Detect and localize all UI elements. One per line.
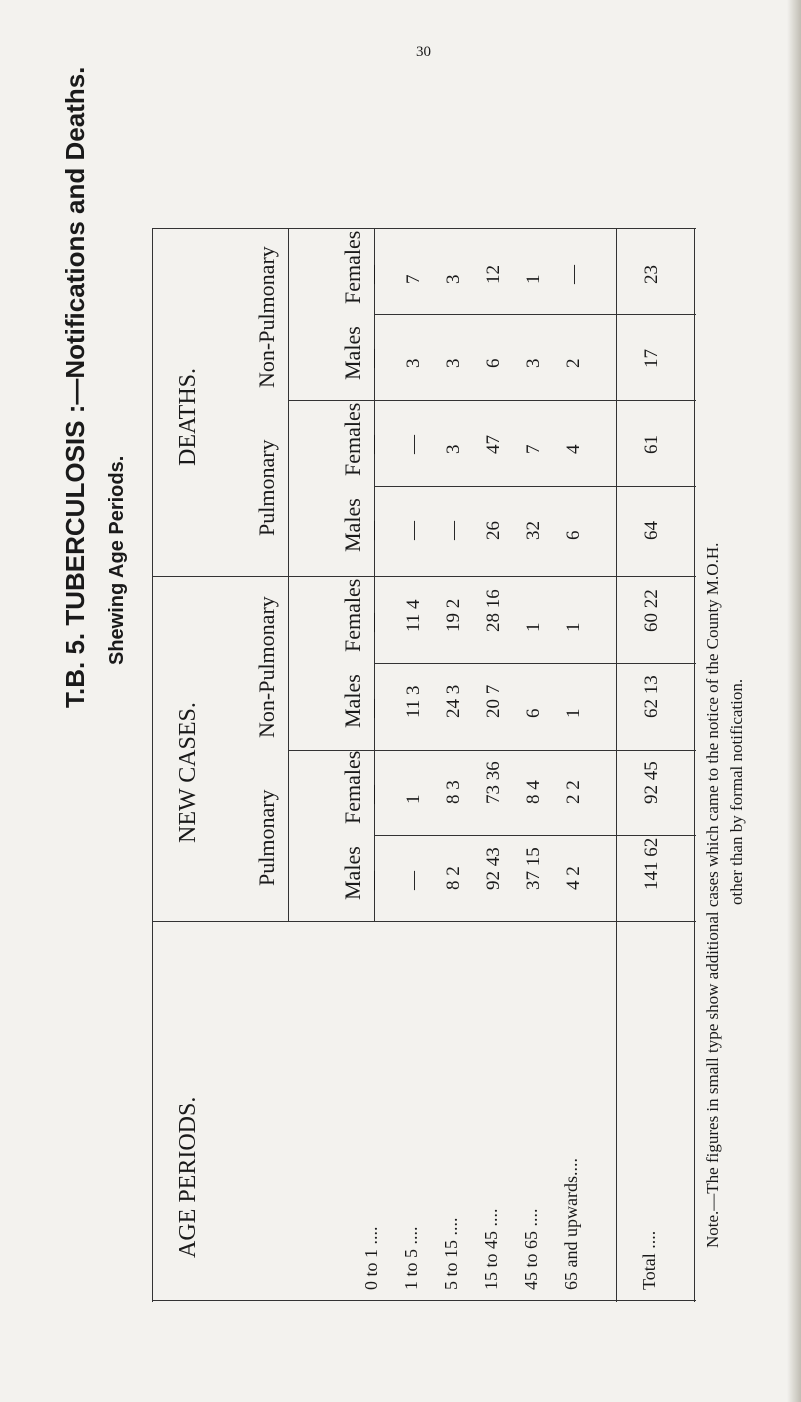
deaths-p-sex-separator [374, 486, 696, 487]
header-rule-type [374, 228, 375, 921]
age-period-label: 0 to 1 .... [361, 1226, 381, 1290]
footnote-line-2: other than by formal notification. [727, 678, 746, 905]
table-total-cell: 92 45 [641, 761, 662, 804]
table-total-cell: 60 22 [641, 589, 662, 632]
table-cell: 28 16 [483, 589, 504, 632]
table-cell: — [363, 521, 384, 540]
table-cell: 1 [563, 708, 584, 718]
header-deaths-non-pulmonary: Non-Pulmonary [254, 246, 279, 388]
table-cell: — [363, 349, 384, 368]
table-border-top [152, 228, 696, 229]
header-new-cases-p-males: Males [340, 846, 365, 900]
header-deaths-p-males: Males [340, 498, 365, 552]
table-cell: 3 [443, 274, 464, 284]
table-cell: 26 [483, 521, 504, 540]
header-new-cases: NEW CASES. [175, 702, 201, 843]
table-total-cell: 141 62 [641, 837, 662, 890]
table-cell: 37 15 [523, 847, 544, 890]
table-cell: — [403, 435, 424, 454]
age-period-label: 45 to 65 .... [521, 1208, 541, 1290]
table-cell: 2 2 [563, 780, 584, 804]
table-cell: — [363, 435, 384, 454]
header-new-cases-p-females: Females [340, 750, 365, 824]
table-cell: 3 [403, 358, 424, 368]
table-cell: 8 4 [523, 780, 544, 804]
table-border-left [152, 228, 153, 1302]
total-label: Total .... [639, 1230, 659, 1290]
table-cell: 11 3 [403, 685, 424, 718]
table-cell: 6 [523, 708, 544, 718]
table-cell: 3 [523, 358, 544, 368]
header-new-cases-np-males: Males [340, 674, 365, 728]
deaths-np-sex-separator [374, 314, 696, 315]
table-cell: 6 [563, 530, 584, 540]
table-cell: 1 [563, 622, 584, 632]
table-cell: 1 [523, 622, 544, 632]
new-cases-p-sex-separator [374, 835, 696, 836]
table-cell: 1 [523, 274, 544, 284]
table-border-bottom [152, 1300, 696, 1301]
table-cell: 20 7 [483, 684, 504, 718]
header-new-cases-pulmonary: Pulmonary [254, 789, 279, 886]
table-cell: 11 4 [403, 599, 424, 632]
page-number: 30 [416, 44, 431, 60]
header-rule-section [288, 228, 289, 921]
table-subtitle: Shewing Age Periods. [106, 455, 128, 665]
table-total-cell: 62 13 [641, 675, 662, 718]
table-cell: — [363, 613, 384, 632]
table-cell: — [443, 521, 464, 540]
deaths-type-separator [288, 400, 696, 401]
age-period-label: 1 to 5 .... [401, 1226, 421, 1290]
section-separator-new-cases [152, 921, 696, 922]
table-total-cell: 64 [641, 521, 662, 540]
table-cell: — [403, 521, 424, 540]
header-deaths-np-females: Females [340, 230, 365, 304]
table-cell: — [403, 871, 424, 890]
header-deaths: DEATHS. [175, 367, 201, 466]
table-cell: — [363, 871, 384, 890]
table-cell: — [363, 785, 384, 804]
table-total-cell: 17 [641, 349, 662, 368]
table-cell: 92 43 [483, 847, 504, 890]
table-cell: 4 [563, 444, 584, 454]
page-edge-shadow [787, 0, 801, 1402]
table-cell: 4 2 [563, 866, 584, 890]
new-cases-np-sex-separator [374, 663, 696, 664]
age-period-label: 15 to 45 .... [481, 1208, 501, 1290]
header-deaths-pulmonary: Pulmonary [254, 439, 279, 536]
footnote-line-1: Note.—The figures in small type show additional cases which came to the notice of the County M.O.H. [703, 542, 722, 1248]
table-cell: — [563, 265, 584, 284]
table-cell: 24 3 [443, 684, 464, 718]
table-cell: 7 [523, 444, 544, 454]
table-title: T.B. 5. TUBERCULOSIS :—Notifications and Deaths. [60, 66, 90, 708]
table-cell: 8 3 [443, 780, 464, 804]
age-period-label: 65 and upwards.... [561, 1158, 581, 1290]
table-cell: 73 36 [483, 761, 504, 804]
header-deaths-p-females: Females [340, 402, 365, 476]
table-cell: 32 [523, 521, 544, 540]
table-cell: 6 [483, 358, 504, 368]
table-cell: 19 2 [443, 598, 464, 632]
age-period-label: 5 to 15 .... [441, 1217, 461, 1290]
table-cell: 3 [443, 444, 464, 454]
table-total-cell: 61 [641, 435, 662, 454]
table-cell: — [363, 699, 384, 718]
section-separator-deaths [152, 576, 696, 577]
table-cell: — [363, 265, 384, 284]
table-border-right [694, 228, 695, 1302]
total-rule [616, 228, 617, 1302]
header-age-periods: AGE PERIODS. [175, 1096, 201, 1258]
table-cell: 12 [483, 265, 504, 284]
table-cell: 7 [403, 274, 424, 284]
header-deaths-np-males: Males [340, 326, 365, 380]
table-cell: 47 [483, 435, 504, 454]
table-cell: 8 2 [443, 866, 464, 890]
table-cell: 2 [563, 358, 584, 368]
header-new-cases-np-females: Females [340, 578, 365, 652]
tuberculosis-table [152, 228, 696, 1302]
table-cell: 3 [443, 358, 464, 368]
table-cell: 1 [403, 794, 424, 804]
table-total-cell: 23 [641, 265, 662, 284]
header-new-cases-non-pulmonary: Non-Pulmonary [254, 596, 279, 738]
